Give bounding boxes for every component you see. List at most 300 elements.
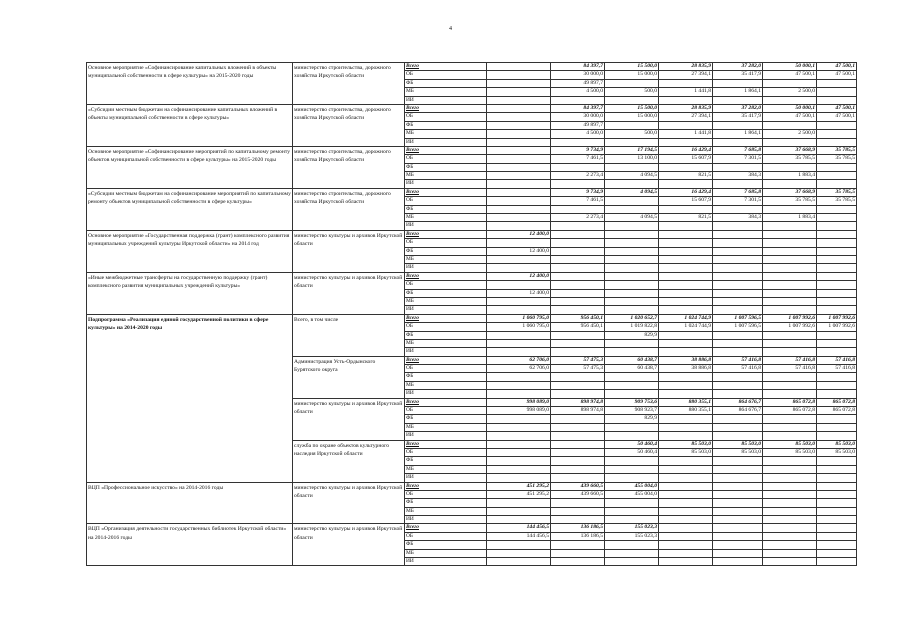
amount-cell: 7 685,8 xyxy=(713,188,763,196)
funding-source: Всего xyxy=(405,314,487,322)
amount-cell xyxy=(817,415,857,423)
amount-cell: 956 450,1 xyxy=(551,314,605,322)
amount-cell xyxy=(605,499,659,507)
amount-cell xyxy=(487,457,551,465)
amount-cell: 15 000,0 xyxy=(605,71,659,79)
amount-cell xyxy=(487,197,551,205)
amount-cell xyxy=(713,138,763,146)
amount-cell: 57 475,3 xyxy=(551,356,605,364)
funding-source: ФБ xyxy=(405,373,487,381)
funding-source: ОБ xyxy=(405,323,487,331)
amount-cell: 1 007 596,5 xyxy=(713,314,763,322)
amount-cell: 16 429,4 xyxy=(659,146,713,154)
amount-cell xyxy=(551,448,605,456)
amount-cell xyxy=(763,390,817,398)
amount-cell xyxy=(487,465,551,473)
amount-cell xyxy=(763,516,817,524)
amount-cell: 864 676,7 xyxy=(713,407,763,415)
table-row xyxy=(87,482,857,490)
amount-cell xyxy=(763,138,817,146)
amount-cell: 35 785,5 xyxy=(817,146,857,154)
amount-cell xyxy=(659,239,713,247)
funding-source: ОБ xyxy=(405,113,487,121)
amount-cell xyxy=(763,163,817,171)
funding-source: ИИ xyxy=(405,96,487,104)
table-row xyxy=(87,63,857,71)
amount-cell: 865 072,8 xyxy=(763,398,817,406)
page-number: 4 xyxy=(449,26,452,32)
amount-cell xyxy=(605,281,659,289)
amount-cell xyxy=(487,281,551,289)
funding-source: МБ xyxy=(405,339,487,347)
amount-cell xyxy=(659,306,713,314)
amount-cell xyxy=(817,222,857,230)
amount-cell: 47 500,1 xyxy=(763,71,817,79)
amount-cell: 7 461,5 xyxy=(551,197,605,205)
amount-cell xyxy=(487,222,551,230)
amount-cell xyxy=(551,239,605,247)
amount-cell xyxy=(551,373,605,381)
amount-cell xyxy=(713,423,763,431)
amount-cell xyxy=(659,339,713,347)
funding-source: Всего xyxy=(405,524,487,532)
amount-cell xyxy=(605,222,659,230)
table-row xyxy=(87,230,857,238)
amount-cell xyxy=(551,180,605,188)
funding-source: ИИ xyxy=(405,516,487,524)
amount-cell: 455 004,0 xyxy=(605,482,659,490)
amount-cell xyxy=(817,255,857,263)
amount-cell: 1 019 822,8 xyxy=(605,323,659,331)
amount-cell xyxy=(659,331,713,339)
funding-source: ФБ xyxy=(405,331,487,339)
amount-cell: 155 023,3 xyxy=(605,524,659,532)
amount-cell: 384,3 xyxy=(713,214,763,222)
amount-cell xyxy=(763,230,817,238)
funding-source: МБ xyxy=(405,88,487,96)
amount-cell xyxy=(551,381,605,389)
amount-cell xyxy=(817,172,857,180)
amount-cell: 15 607,9 xyxy=(659,155,713,163)
amount-cell: 49 897,7 xyxy=(551,79,605,87)
amount-cell xyxy=(551,516,605,524)
amount-cell: 1 060 795,0 xyxy=(487,314,551,322)
amount-cell xyxy=(487,549,551,557)
funding-source: МБ xyxy=(405,255,487,263)
funding-source: Всего xyxy=(405,440,487,448)
amount-cell: 85 503,0 xyxy=(817,448,857,456)
amount-cell xyxy=(817,499,857,507)
amount-cell: 829,9 xyxy=(605,331,659,339)
amount-cell xyxy=(817,474,857,482)
amount-cell xyxy=(659,281,713,289)
amount-cell xyxy=(763,255,817,263)
funding-table xyxy=(86,62,857,566)
responsible-executor: министерство строительства, дорожного хозяйства Иркутской области xyxy=(293,104,405,146)
amount-cell xyxy=(487,499,551,507)
amount-cell: 821,5 xyxy=(659,214,713,222)
amount-cell xyxy=(763,457,817,465)
amount-cell xyxy=(659,465,713,473)
amount-cell xyxy=(763,381,817,389)
amount-cell xyxy=(763,180,817,188)
amount-cell xyxy=(659,507,713,515)
amount-cell xyxy=(659,457,713,465)
amount-cell xyxy=(817,465,857,473)
funding-source: ОБ xyxy=(405,448,487,456)
amount-cell: 30 000,0 xyxy=(551,113,605,121)
amount-cell xyxy=(817,272,857,280)
amount-cell xyxy=(487,331,551,339)
amount-cell: 57 416,8 xyxy=(763,365,817,373)
amount-cell: 451 295,2 xyxy=(487,482,551,490)
amount-cell: 85 503,0 xyxy=(817,440,857,448)
amount-cell xyxy=(487,130,551,138)
amount-cell xyxy=(713,255,763,263)
amount-cell xyxy=(487,214,551,222)
funding-source: ОБ xyxy=(405,197,487,205)
responsible-executor: министерство строительства, дорожного хозяйства Иркутской области xyxy=(293,146,405,188)
amount-cell xyxy=(605,289,659,297)
activity-description: Подпрограмма «Реализация единой государственной политики в сфере культуры» на 2014-2020 годы xyxy=(87,314,293,482)
amount-cell: 451 295,2 xyxy=(487,490,551,498)
amount-cell xyxy=(763,474,817,482)
amount-cell xyxy=(659,524,713,532)
amount-cell xyxy=(659,163,713,171)
amount-cell xyxy=(551,348,605,356)
amount-cell xyxy=(763,205,817,213)
responsible-executor: служба по охране объектов культурного наследия Иркутской области xyxy=(293,440,405,482)
amount-cell: 28 835,9 xyxy=(659,104,713,112)
amount-cell xyxy=(487,163,551,171)
funding-source: ФБ xyxy=(405,205,487,213)
amount-cell: 4 500,0 xyxy=(551,130,605,138)
amount-cell xyxy=(605,558,659,566)
amount-cell: 2 273,4 xyxy=(551,214,605,222)
amount-cell: 898 974,8 xyxy=(551,407,605,415)
amount-cell xyxy=(551,138,605,146)
amount-cell: 50 460,4 xyxy=(605,440,659,448)
funding-source: Всего xyxy=(405,63,487,71)
amount-cell xyxy=(487,348,551,356)
amount-cell xyxy=(487,339,551,347)
funding-source: МБ xyxy=(405,297,487,305)
amount-cell xyxy=(713,297,763,305)
funding-source: ОБ xyxy=(405,532,487,540)
amount-cell xyxy=(605,432,659,440)
funding-source: Всего xyxy=(405,188,487,196)
funding-source: ОБ xyxy=(405,490,487,498)
amount-cell xyxy=(817,239,857,247)
funding-source: ФБ xyxy=(405,289,487,297)
amount-cell xyxy=(817,348,857,356)
amount-cell: 455 004,0 xyxy=(605,490,659,498)
amount-cell xyxy=(763,348,817,356)
amount-cell xyxy=(817,516,857,524)
amount-cell: 4 094,5 xyxy=(605,188,659,196)
amount-cell: 38 886,8 xyxy=(659,365,713,373)
amount-cell xyxy=(817,96,857,104)
funding-source: Всего xyxy=(405,230,487,238)
amount-cell xyxy=(487,306,551,314)
amount-cell: 4 500,0 xyxy=(551,88,605,96)
amount-cell xyxy=(763,121,817,129)
funding-source: ОБ xyxy=(405,281,487,289)
amount-cell: 57 416,8 xyxy=(713,356,763,364)
activity-description: «Субсидии местным бюджетам на софинансирование мероприятий по капитальному ремонту объектов муниципальной собственности в сфере культуры» xyxy=(87,188,293,230)
funding-source: ФБ xyxy=(405,79,487,87)
amount-cell xyxy=(713,331,763,339)
amount-cell xyxy=(817,432,857,440)
activity-description: Основное мероприятие «Софинансирование капитальных вложений в объекты муниципальной собственности в сфере культуры» на 2015-2020 годы xyxy=(87,63,293,105)
amount-cell xyxy=(713,465,763,473)
amount-cell: 12 400,0 xyxy=(487,247,551,255)
amount-cell xyxy=(551,507,605,515)
amount-cell xyxy=(817,457,857,465)
amount-cell xyxy=(763,499,817,507)
amount-cell xyxy=(605,205,659,213)
funding-source: ИИ xyxy=(405,264,487,272)
amount-cell: 7 685,8 xyxy=(713,146,763,154)
amount-cell xyxy=(605,306,659,314)
amount-cell: 35 785,5 xyxy=(763,155,817,163)
amount-cell xyxy=(659,348,713,356)
amount-cell xyxy=(551,281,605,289)
amount-cell xyxy=(817,289,857,297)
amount-cell xyxy=(605,138,659,146)
amount-cell xyxy=(817,490,857,498)
amount-cell: 57 475,3 xyxy=(551,365,605,373)
amount-cell xyxy=(487,432,551,440)
funding-source: ОБ xyxy=(405,155,487,163)
amount-cell xyxy=(713,163,763,171)
amount-cell xyxy=(605,96,659,104)
amount-cell xyxy=(713,205,763,213)
amount-cell xyxy=(817,180,857,188)
amount-cell: 1 024 744,9 xyxy=(659,323,713,331)
amount-cell xyxy=(817,423,857,431)
amount-cell: 880 355,1 xyxy=(659,398,713,406)
amount-cell xyxy=(487,104,551,112)
amount-cell xyxy=(713,289,763,297)
table-row xyxy=(87,104,857,112)
amount-cell xyxy=(551,297,605,305)
amount-cell: 12 400,0 xyxy=(487,272,551,280)
amount-cell: 15 500,0 xyxy=(605,104,659,112)
amount-cell xyxy=(763,532,817,540)
amount-cell xyxy=(817,79,857,87)
amount-cell: 821,5 xyxy=(659,172,713,180)
responsible-executor: министерство культуры и архивов Иркутской области xyxy=(293,524,405,566)
amount-cell: 17 194,5 xyxy=(605,146,659,154)
amount-cell xyxy=(713,373,763,381)
amount-cell xyxy=(763,549,817,557)
amount-cell: 85 503,0 xyxy=(763,448,817,456)
amount-cell xyxy=(817,482,857,490)
amount-cell xyxy=(551,423,605,431)
amount-cell xyxy=(763,281,817,289)
amount-cell xyxy=(817,247,857,255)
amount-cell xyxy=(659,474,713,482)
amount-cell xyxy=(763,432,817,440)
amount-cell: 155 023,3 xyxy=(605,532,659,540)
amount-cell xyxy=(659,532,713,540)
amount-cell: 864 676,7 xyxy=(713,398,763,406)
amount-cell xyxy=(659,180,713,188)
funding-source: ОБ xyxy=(405,365,487,373)
activity-description: ВЦП «Профессиональное искусство» на 2014-2016 годы xyxy=(87,482,293,524)
amount-cell xyxy=(551,289,605,297)
amount-cell xyxy=(605,272,659,280)
amount-cell xyxy=(659,423,713,431)
amount-cell xyxy=(551,390,605,398)
amount-cell xyxy=(487,180,551,188)
amount-cell xyxy=(551,499,605,507)
amount-cell xyxy=(605,121,659,129)
amount-cell xyxy=(763,272,817,280)
amount-cell xyxy=(817,373,857,381)
amount-cell xyxy=(487,71,551,79)
amount-cell: 35 785,5 xyxy=(817,197,857,205)
amount-cell xyxy=(605,247,659,255)
amount-cell: 1 864,1 xyxy=(713,88,763,96)
amount-cell: 1 024 744,9 xyxy=(659,314,713,322)
amount-cell xyxy=(713,306,763,314)
amount-cell: 1 883,4 xyxy=(763,214,817,222)
amount-cell: 27 394,1 xyxy=(659,113,713,121)
amount-cell xyxy=(551,306,605,314)
amount-cell xyxy=(551,457,605,465)
amount-cell xyxy=(659,247,713,255)
amount-cell xyxy=(817,281,857,289)
amount-cell: 1 441,8 xyxy=(659,88,713,96)
funding-source: МБ xyxy=(405,423,487,431)
amount-cell xyxy=(763,415,817,423)
amount-cell: 1 007 992,6 xyxy=(817,323,857,331)
amount-cell xyxy=(713,558,763,566)
amount-cell xyxy=(763,490,817,498)
amount-cell: 1 007 992,6 xyxy=(817,314,857,322)
funding-source: ФБ xyxy=(405,457,487,465)
amount-cell xyxy=(659,558,713,566)
responsible-executor: Всего, в том числе xyxy=(293,314,405,356)
table-row xyxy=(87,314,857,322)
amount-cell xyxy=(763,558,817,566)
amount-cell: 62 706,0 xyxy=(487,365,551,373)
amount-cell xyxy=(659,482,713,490)
amount-cell xyxy=(817,214,857,222)
funding-source: ОБ xyxy=(405,71,487,79)
amount-cell xyxy=(817,339,857,347)
funding-source: ФБ xyxy=(405,163,487,171)
amount-cell: 136 186,5 xyxy=(551,524,605,532)
amount-cell: 30 000,0 xyxy=(551,71,605,79)
amount-cell: 35 785,5 xyxy=(817,188,857,196)
amount-cell xyxy=(551,541,605,549)
amount-cell: 908 923,7 xyxy=(605,407,659,415)
amount-cell xyxy=(487,79,551,87)
amount-cell xyxy=(487,415,551,423)
amount-cell: 7 301,5 xyxy=(713,155,763,163)
amount-cell: 47 500,1 xyxy=(817,104,857,112)
funding-source: МБ xyxy=(405,465,487,473)
amount-cell xyxy=(659,373,713,381)
amount-cell xyxy=(659,222,713,230)
funding-source: ИИ xyxy=(405,390,487,398)
amount-cell: 35 785,5 xyxy=(763,197,817,205)
amount-cell xyxy=(487,448,551,456)
funding-source: Всего xyxy=(405,356,487,364)
amount-cell xyxy=(713,482,763,490)
amount-cell xyxy=(817,331,857,339)
responsible-executor: министерство культуры и архивов Иркутской области xyxy=(293,272,405,314)
table-row xyxy=(87,272,857,280)
amount-cell xyxy=(605,465,659,473)
amount-cell xyxy=(487,255,551,263)
amount-cell xyxy=(659,381,713,389)
amount-cell xyxy=(763,507,817,515)
amount-cell xyxy=(487,146,551,154)
amount-cell: 12 400,0 xyxy=(487,289,551,297)
amount-cell: 84 397,7 xyxy=(551,104,605,112)
amount-cell xyxy=(605,264,659,272)
amount-cell xyxy=(605,297,659,305)
amount-cell xyxy=(487,516,551,524)
amount-cell: 956 450,1 xyxy=(551,323,605,331)
amount-cell: 144 456,5 xyxy=(487,532,551,540)
amount-cell: 500,0 xyxy=(605,130,659,138)
amount-cell: 57 416,8 xyxy=(713,365,763,373)
amount-cell xyxy=(487,474,551,482)
amount-cell: 85 503,0 xyxy=(659,448,713,456)
amount-cell xyxy=(763,306,817,314)
funding-source: МБ xyxy=(405,507,487,515)
table-row xyxy=(87,146,857,154)
amount-cell xyxy=(551,465,605,473)
amount-cell: 35 417,9 xyxy=(713,71,763,79)
amount-cell xyxy=(605,516,659,524)
amount-cell xyxy=(817,163,857,171)
amount-cell xyxy=(817,390,857,398)
amount-cell xyxy=(713,348,763,356)
amount-cell xyxy=(605,507,659,515)
amount-cell: 1 441,8 xyxy=(659,130,713,138)
amount-cell xyxy=(659,549,713,557)
amount-cell: 9 734,9 xyxy=(551,188,605,196)
amount-cell xyxy=(817,130,857,138)
amount-cell xyxy=(487,423,551,431)
amount-cell xyxy=(605,474,659,482)
funding-source: ИИ xyxy=(405,432,487,440)
amount-cell xyxy=(487,264,551,272)
amount-cell: 1 060 795,0 xyxy=(487,323,551,331)
amount-cell: 37 668,9 xyxy=(763,188,817,196)
amount-cell xyxy=(763,373,817,381)
amount-cell xyxy=(551,331,605,339)
amount-cell xyxy=(487,205,551,213)
amount-cell xyxy=(713,549,763,557)
amount-cell: 37 282,0 xyxy=(713,104,763,112)
amount-cell xyxy=(551,415,605,423)
amount-cell xyxy=(659,230,713,238)
amount-cell: 144 456,5 xyxy=(487,524,551,532)
amount-cell xyxy=(659,79,713,87)
amount-cell: 1 864,1 xyxy=(713,130,763,138)
responsible-executor: министерство строительства, дорожного хозяйства Иркутской области xyxy=(293,63,405,105)
amount-cell xyxy=(763,239,817,247)
amount-cell xyxy=(817,230,857,238)
amount-cell xyxy=(713,490,763,498)
